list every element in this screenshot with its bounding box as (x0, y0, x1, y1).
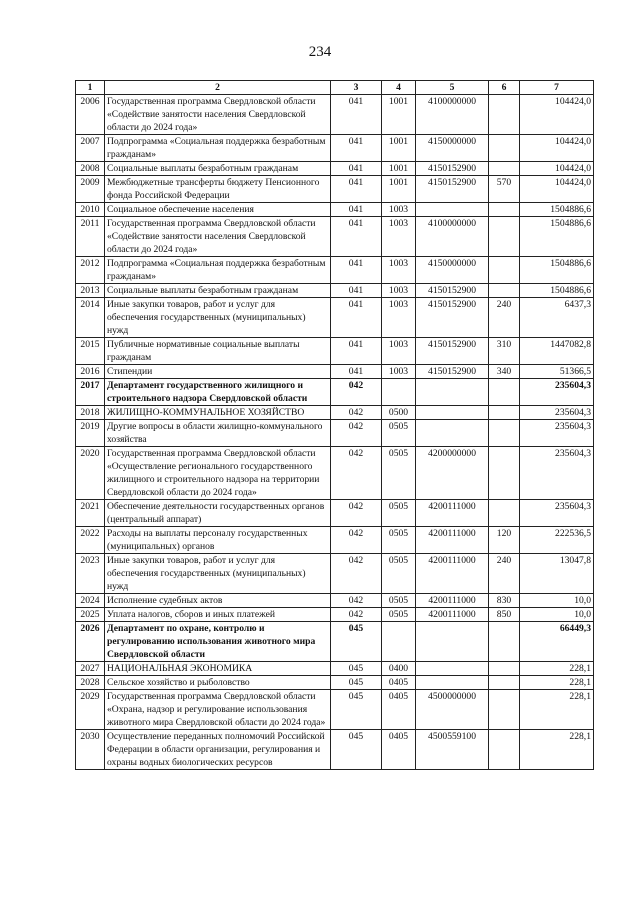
row-number: 2010 (76, 203, 105, 217)
target-article-code: 4200111000 (416, 527, 489, 554)
expense-type-code (489, 257, 520, 284)
target-article-code: 4200111000 (416, 594, 489, 608)
column-header: 3 (331, 81, 382, 95)
ministry-code: 041 (331, 284, 382, 298)
expense-type-code: 850 (489, 608, 520, 622)
expense-type-code (489, 162, 520, 176)
section-code: 0405 (382, 690, 416, 730)
amount: 104424,0 (520, 95, 594, 135)
ministry-code: 041 (331, 203, 382, 217)
column-header: 5 (416, 81, 489, 95)
table-row (76, 365, 594, 379)
target-article-code: 4150152900 (416, 162, 489, 176)
section-code: 1003 (382, 284, 416, 298)
ministry-code: 042 (331, 554, 382, 594)
target-article-code: 4150152900 (416, 284, 489, 298)
ministry-code: 042 (331, 608, 382, 622)
table-row (76, 203, 594, 217)
header-row (76, 81, 594, 95)
amount: 222536,5 (520, 527, 594, 554)
expense-type-code: 240 (489, 554, 520, 594)
section-code: 1003 (382, 298, 416, 338)
section-code: 0505 (382, 594, 416, 608)
row-number: 2008 (76, 162, 105, 176)
row-number: 2029 (76, 690, 105, 730)
table-row (76, 527, 594, 554)
row-name: Расходы на выплаты персоналу государственных (муниципальных) органов (105, 527, 331, 554)
section-code: 0505 (382, 500, 416, 527)
expense-type-code (489, 420, 520, 447)
target-article-code (416, 203, 489, 217)
row-number: 2021 (76, 500, 105, 527)
table-row (76, 284, 594, 298)
expense-type-code (489, 217, 520, 257)
table-row (76, 338, 594, 365)
section-code (382, 379, 416, 406)
row-name: Сельское хозяйство и рыболовство (105, 676, 331, 690)
amount: 235604,3 (520, 379, 594, 406)
row-number: 2023 (76, 554, 105, 594)
expense-type-code: 830 (489, 594, 520, 608)
target-article-code (416, 379, 489, 406)
expense-type-code: 570 (489, 176, 520, 203)
table-body (76, 95, 594, 770)
row-number: 2027 (76, 662, 105, 676)
ministry-code: 041 (331, 338, 382, 365)
target-article-code: 4150000000 (416, 257, 489, 284)
ministry-code: 041 (331, 162, 382, 176)
table-row (76, 420, 594, 447)
expense-type-code (489, 406, 520, 420)
section-code (382, 622, 416, 662)
section-code: 0505 (382, 527, 416, 554)
expense-type-code (489, 500, 520, 527)
row-name: Иные закупки товаров, работ и услуг для обеспечения государственных (муниципальных) нужд (105, 554, 331, 594)
amount: 104424,0 (520, 135, 594, 162)
table-row (76, 690, 594, 730)
row-number: 2018 (76, 406, 105, 420)
table-row (76, 500, 594, 527)
row-name: Уплата налогов, сборов и иных платежей (105, 608, 331, 622)
target-article-code: 4200111000 (416, 500, 489, 527)
table-row (76, 162, 594, 176)
row-name: Исполнение судебных актов (105, 594, 331, 608)
column-header: 4 (382, 81, 416, 95)
target-article-code: 4150152900 (416, 338, 489, 365)
section-code: 1003 (382, 217, 416, 257)
amount: 235604,3 (520, 420, 594, 447)
section-code: 0400 (382, 662, 416, 676)
target-article-code: 4150152900 (416, 298, 489, 338)
section-code: 0405 (382, 676, 416, 690)
section-code: 0500 (382, 406, 416, 420)
amount: 6437,3 (520, 298, 594, 338)
target-article-code: 4200000000 (416, 447, 489, 500)
ministry-code: 042 (331, 406, 382, 420)
ministry-code: 041 (331, 217, 382, 257)
table-row (76, 95, 594, 135)
section-code: 0505 (382, 608, 416, 622)
target-article-code (416, 406, 489, 420)
row-number: 2007 (76, 135, 105, 162)
section-code: 1001 (382, 135, 416, 162)
section-code: 1003 (382, 203, 416, 217)
table-row (76, 608, 594, 622)
row-name: Другие вопросы в области жилищно-коммунального хозяйства (105, 420, 331, 447)
expense-type-code (489, 676, 520, 690)
row-name: Межбюджетные трансферты бюджету Пенсионного фонда Российской Федерации (105, 176, 331, 203)
row-number: 2014 (76, 298, 105, 338)
target-article-code: 4150152900 (416, 176, 489, 203)
target-article-code: 4200111000 (416, 608, 489, 622)
column-header: 7 (520, 81, 594, 95)
amount: 228,1 (520, 662, 594, 676)
expense-type-code: 340 (489, 365, 520, 379)
column-header: 6 (489, 81, 520, 95)
expense-type-code (489, 95, 520, 135)
ministry-code: 042 (331, 379, 382, 406)
ministry-code: 042 (331, 420, 382, 447)
row-number: 2016 (76, 365, 105, 379)
table-row (76, 406, 594, 420)
row-name: Стипендии (105, 365, 331, 379)
section-code: 1001 (382, 176, 416, 203)
amount: 104424,0 (520, 176, 594, 203)
target-article-code (416, 622, 489, 662)
amount: 228,1 (520, 690, 594, 730)
row-number: 2026 (76, 622, 105, 662)
row-number: 2017 (76, 379, 105, 406)
amount: 10,0 (520, 608, 594, 622)
row-name: Осуществление переданных полномочий Российской Федерации в области организации, регулирования и охраны водных биологических ресурсов (105, 730, 331, 770)
section-code: 0505 (382, 420, 416, 447)
target-article-code: 4500000000 (416, 690, 489, 730)
amount: 235604,3 (520, 500, 594, 527)
row-number: 2006 (76, 95, 105, 135)
row-name: Государственная программа Свердловской области «Охрана, надзор и регулирование использования животного мира Свердловской области до 2024 года» (105, 690, 331, 730)
amount: 1447082,8 (520, 338, 594, 365)
amount: 1504886,6 (520, 257, 594, 284)
ministry-code: 042 (331, 500, 382, 527)
amount: 10,0 (520, 594, 594, 608)
row-name: Публичные нормативные социальные выплаты гражданам (105, 338, 331, 365)
ministry-code: 045 (331, 730, 382, 770)
target-article-code: 4100000000 (416, 217, 489, 257)
row-name: НАЦИОНАЛЬНАЯ ЭКОНОМИКА (105, 662, 331, 676)
expense-type-code (489, 622, 520, 662)
expense-type-code (489, 379, 520, 406)
expense-type-code: 310 (489, 338, 520, 365)
row-number: 2015 (76, 338, 105, 365)
ministry-code: 042 (331, 594, 382, 608)
target-article-code: 4100000000 (416, 95, 489, 135)
ministry-code: 041 (331, 365, 382, 379)
expense-type-code: 120 (489, 527, 520, 554)
target-article-code: 4150152900 (416, 365, 489, 379)
amount: 235604,3 (520, 406, 594, 420)
row-number: 2028 (76, 676, 105, 690)
row-number: 2022 (76, 527, 105, 554)
table-row (76, 676, 594, 690)
target-article-code (416, 420, 489, 447)
table-row (76, 217, 594, 257)
row-name: Социальные выплаты безработным гражданам (105, 162, 331, 176)
table-row (76, 554, 594, 594)
amount: 13047,8 (520, 554, 594, 594)
expense-type-code (489, 135, 520, 162)
ministry-code: 041 (331, 257, 382, 284)
table-row (76, 447, 594, 500)
amount: 1504886,6 (520, 284, 594, 298)
section-code: 1003 (382, 365, 416, 379)
table-row (76, 594, 594, 608)
amount: 228,1 (520, 730, 594, 770)
table-row (76, 662, 594, 676)
ministry-code: 045 (331, 676, 382, 690)
ministry-code: 041 (331, 95, 382, 135)
column-header: 2 (105, 81, 331, 95)
ministry-code: 045 (331, 690, 382, 730)
table-row (76, 298, 594, 338)
target-article-code: 4500559100 (416, 730, 489, 770)
row-number: 2012 (76, 257, 105, 284)
target-article-code: 4200111000 (416, 554, 489, 594)
amount: 228,1 (520, 676, 594, 690)
expense-type-code: 240 (489, 298, 520, 338)
row-name: ЖИЛИЩНО-КОММУНАЛЬНОЕ ХОЗЯЙСТВО (105, 406, 331, 420)
row-number: 2013 (76, 284, 105, 298)
row-name: Подпрограмма «Социальная поддержка безработным гражданам» (105, 257, 331, 284)
ministry-code: 041 (331, 176, 382, 203)
amount: 1504886,6 (520, 203, 594, 217)
expense-type-code (489, 447, 520, 500)
row-number: 2009 (76, 176, 105, 203)
table-row (76, 257, 594, 284)
row-name: Подпрограмма «Социальная поддержка безработным гражданам» (105, 135, 331, 162)
section-code: 0405 (382, 730, 416, 770)
row-name: Государственная программа Свердловской области «Содействие занятости населения Свердловской области до 2024 года» (105, 217, 331, 257)
ministry-code: 045 (331, 622, 382, 662)
row-name: Социальные выплаты безработным гражданам (105, 284, 331, 298)
row-name: Департамент по охране, контролю и регулированию использования животного мира Свердловской области (105, 622, 331, 662)
target-article-code (416, 662, 489, 676)
amount: 51366,5 (520, 365, 594, 379)
table-row (76, 379, 594, 406)
row-name: Обеспечение деятельности государственных органов (центральный аппарат) (105, 500, 331, 527)
row-number: 2030 (76, 730, 105, 770)
ministry-code: 042 (331, 447, 382, 500)
expense-type-code (489, 203, 520, 217)
budget-table (75, 80, 594, 770)
expense-type-code (489, 662, 520, 676)
ministry-code: 045 (331, 662, 382, 676)
row-name: Иные закупки товаров, работ и услуг для обеспечения государственных (муниципальных) нужд (105, 298, 331, 338)
row-number: 2011 (76, 217, 105, 257)
ministry-code: 041 (331, 135, 382, 162)
section-code: 0505 (382, 447, 416, 500)
row-name: Департамент государственного жилищного и строительного надзора Свердловской области (105, 379, 331, 406)
expense-type-code (489, 730, 520, 770)
section-code: 1003 (382, 338, 416, 365)
row-number: 2024 (76, 594, 105, 608)
row-number: 2020 (76, 447, 105, 500)
amount: 1504886,6 (520, 217, 594, 257)
amount: 104424,0 (520, 162, 594, 176)
column-header: 1 (76, 81, 105, 95)
ministry-code: 041 (331, 298, 382, 338)
target-article-code (416, 676, 489, 690)
ministry-code: 042 (331, 527, 382, 554)
row-number: 2025 (76, 608, 105, 622)
row-name: Социальное обеспечение населения (105, 203, 331, 217)
table-row (76, 176, 594, 203)
row-name: Государственная программа Свердловской области «Осуществление регионального государственного жилищного и строительного надзора на территории Свердловской области до 2024 года» (105, 447, 331, 500)
section-code: 1001 (382, 162, 416, 176)
expense-type-code (489, 284, 520, 298)
table-row (76, 730, 594, 770)
table-row (76, 622, 594, 662)
row-name: Государственная программа Свердловской области «Содействие занятости населения Свердловской области до 2024 года» (105, 95, 331, 135)
page-number: 234 (308, 44, 332, 60)
expense-type-code (489, 690, 520, 730)
section-code: 0505 (382, 554, 416, 594)
amount: 235604,3 (520, 447, 594, 500)
row-number: 2019 (76, 420, 105, 447)
table-row (76, 135, 594, 162)
section-code: 1001 (382, 95, 416, 135)
target-article-code: 4150000000 (416, 135, 489, 162)
amount: 66449,3 (520, 622, 594, 662)
section-code: 1003 (382, 257, 416, 284)
